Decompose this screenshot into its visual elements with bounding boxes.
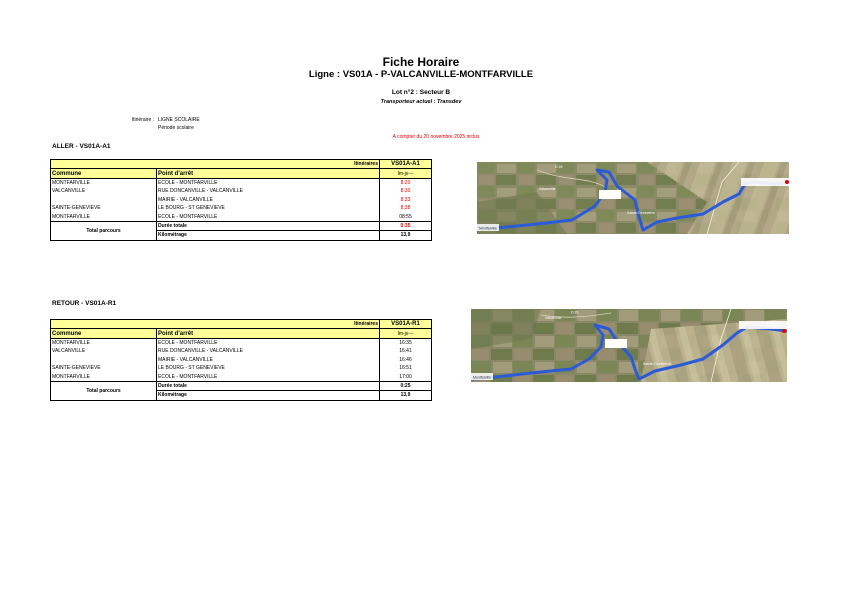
commune-cell <box>51 196 157 204</box>
total-label: Total parcours <box>51 381 157 400</box>
stop-cell: RUE DONCANVILLE - VALCANVILLE <box>157 187 380 195</box>
stop-cell: MAIRIE - VALCANVILLE <box>157 196 380 204</box>
time-cell: 16:46 <box>380 356 432 364</box>
commune-cell: VALCANVILLE <box>51 347 157 355</box>
time-cell: 17:00 <box>380 372 432 381</box>
commune-cell: MONTFARVILLE <box>51 178 157 187</box>
map-label-valcanville: Valcanville <box>539 187 556 191</box>
table-row <box>51 372 432 381</box>
itinerary-label: Itinéraire : <box>131 117 154 123</box>
map-label-montfarville: Montfarville <box>479 226 497 231</box>
map-pin-icon <box>785 180 789 184</box>
commune-cell <box>51 356 157 364</box>
map-label-sainte-genevieve: Sainte-Geneviève <box>643 362 671 366</box>
stop-cell: LE BOURG - ST GENEVIEVE <box>157 364 380 372</box>
retour-timetable <box>50 319 432 401</box>
km-value: 13,9 <box>380 231 432 240</box>
time-cell: 8:20 <box>380 178 432 187</box>
commune-cell: SAINTE-GENEVIEVE <box>51 364 157 372</box>
table-row <box>51 356 432 364</box>
commune-header: Commune <box>51 329 157 338</box>
table-row <box>51 338 432 347</box>
itineraries-label: Itinéraires <box>157 160 380 169</box>
itinerary-period: Période scolaire <box>158 125 194 131</box>
commune-cell: MONTFARVILLE <box>51 212 157 221</box>
days-header: lm-jv--- <box>380 329 432 338</box>
stop-cell: RUE DONCANVILLE - VALCANVILLE <box>157 347 380 355</box>
map-label-route: D 26 <box>555 165 563 169</box>
map-label-sainte-genevieve: Sainte-Geneviève <box>627 211 655 215</box>
km-value: 13,9 <box>380 391 432 400</box>
retour-route-map <box>471 309 787 382</box>
line-title: Ligne : VS01A - P-VALCANVILLE-MONTFARVILLE <box>308 69 534 80</box>
aller-map-image <box>477 162 789 234</box>
table-row <box>51 187 432 195</box>
effective-date-notice: A compter du 20 novembre 2025 inclus <box>392 134 480 140</box>
duration-label: Durée totale <box>157 381 380 390</box>
route-code: VS01A-A1 <box>380 160 432 169</box>
page-title: Fiche Horaire <box>382 55 460 69</box>
table-row <box>51 212 432 221</box>
time-cell: 16:35 <box>380 338 432 347</box>
km-label: Kilométrage <box>157 391 380 400</box>
stop-cell: LE BOURG - ST GENEVIEVE <box>157 204 380 212</box>
commune-cell: MONTFARVILLE <box>51 372 157 381</box>
stop-cell: ECOLE - MONTFARVILLE <box>157 372 380 381</box>
aller-route-map <box>477 162 789 234</box>
table-row <box>51 347 432 355</box>
map-label-route: D 26 <box>571 310 579 315</box>
duration-value: 0:25 <box>380 381 432 390</box>
table-row <box>51 178 432 187</box>
total-label: Total parcours <box>51 221 157 240</box>
itinerary-type: LIGNE SCOLAIRE <box>158 117 200 123</box>
map-label-valcanville: Valcanville <box>545 316 562 320</box>
time-cell: 16:41 <box>380 347 432 355</box>
duration-value: 0:35 <box>380 221 432 230</box>
stop-cell: ECOLE - MONTFARVILLE <box>157 212 380 221</box>
time-cell: 8:38 <box>380 204 432 212</box>
aller-timetable <box>50 159 432 241</box>
map-pin-icon <box>782 329 786 333</box>
stop-header: Point d'arrêt <box>157 169 380 178</box>
table-row <box>51 364 432 372</box>
stop-cell: ECOLE - MONTFARVILLE <box>157 338 380 347</box>
commune-cell: VALCANVILLE <box>51 187 157 195</box>
aller-section-title: ALLER - VS01A-A1 <box>52 143 111 150</box>
retour-map-image <box>471 309 787 382</box>
time-cell: 8:33 <box>380 196 432 204</box>
duration-label: Durée totale <box>157 221 380 230</box>
itineraries-label: Itinéraires <box>157 320 380 329</box>
time-cell: 16:51 <box>380 364 432 372</box>
days-header: lm-jv--- <box>380 169 432 178</box>
lot-label: Lot n°2 : Secteur B <box>391 89 451 96</box>
route-code: VS01A-R1 <box>380 320 432 329</box>
stop-cell: ECOLE - MONTFARVILLE <box>157 178 380 187</box>
time-cell: 8:30 <box>380 187 432 195</box>
transporter-label: Transporteur actuel : Transdev <box>380 99 462 105</box>
commune-header: Commune <box>51 169 157 178</box>
table-row <box>51 204 432 212</box>
map-label-montfarville: Montfarville <box>473 375 491 380</box>
stop-header: Point d'arrêt <box>157 329 380 338</box>
time-cell: 08:55 <box>380 212 432 221</box>
table-row <box>51 196 432 204</box>
commune-cell: SAINTE-GENEVIEVE <box>51 204 157 212</box>
km-label: Kilométrage <box>157 231 380 240</box>
retour-section-title: RETOUR - VS01A-R1 <box>52 300 117 307</box>
commune-cell: MONTFARVILLE <box>51 338 157 347</box>
stop-cell: MAIRIE - VALCANVILLE <box>157 356 380 364</box>
